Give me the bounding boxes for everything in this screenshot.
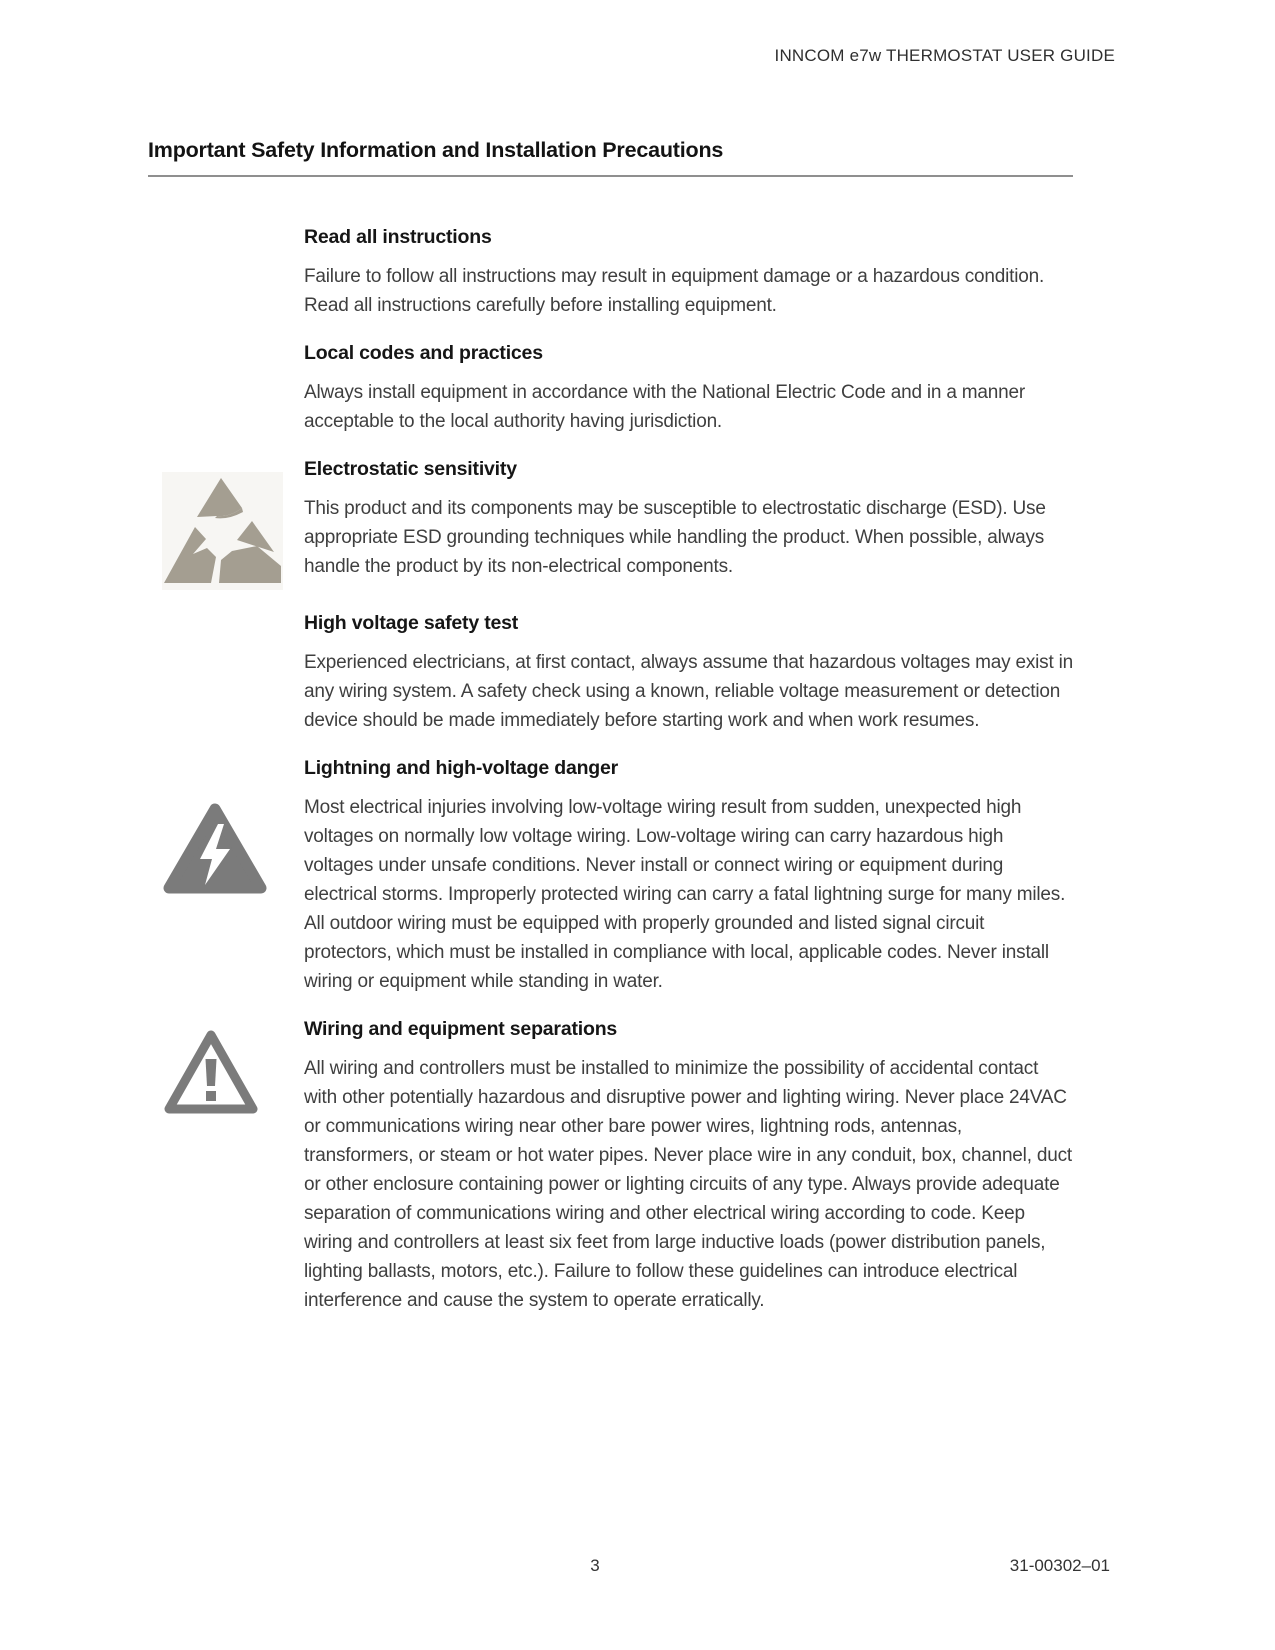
section-body: All wiring and controllers must be installed to minimize the possibility of accidental contact with other potentially hazardous and disruptive power and lighting wiring. Never place 24VAC or communications wiring near other bare power wires, lightning rods, antennas, transformers, or steam or hot water pipes. Never place wire in any conduit, box, channel, duct or other enclosure containing power or lighting circuits of any type. Always provide adequate separation of communications wiring and other electrical wiring according to code. Keep wiring and controllers at least six feet from large inductive loads (power distribution panels, lighting ballasts, motors, etc.). Failure to follow these guidelines can introduce electrical interference and cause the system to operate erratically. xyxy=(304,1058,1072,1311)
section-heading: Lightning and high-voltage danger xyxy=(304,757,619,779)
section-body: Most electrical injuries involving low-voltage wiring result from sudden, unexpected high voltages on normally low voltage wiring. Low-voltage wiring can carry hazardous high voltages under unsafe conditions. Never install or connect wiring or equipment during electrical storms. Improperly protected wiring can carry a fatal lightning surge for many miles. All outdoor wiring must be equipped with properly grounded and listed signal circuit protectors, which must be installed in compliance with local, applicable codes. Never install wiring or equipment while standing in water. xyxy=(304,797,1066,992)
lightning-bolt-triangle-icon xyxy=(162,801,268,895)
section-heading: Wiring and equipment separations xyxy=(304,1018,618,1040)
section-local-codes-and-practices xyxy=(148,342,1078,436)
icon-column xyxy=(148,226,304,320)
section-text xyxy=(304,226,1074,320)
section-heading: Local codes and practices xyxy=(304,342,543,364)
document-number: 31-00302–01 xyxy=(1009,1556,1110,1575)
section-text xyxy=(304,458,1074,590)
section-body: Experienced electricians, at first contact, always assume that hazardous voltages may exist in any wiring system. A safety check using a known, reliable voltage measurement or detection device should be made immediately before starting work and when work resumes. xyxy=(304,652,1074,731)
icon-column xyxy=(148,1018,304,1315)
section-high-voltage-safety-test xyxy=(148,612,1078,735)
section-heading: Read all instructions xyxy=(304,226,492,248)
section-body: Always install equipment in accordance with the National Electric Code and in a manner acceptable to the local authority having jurisdiction. xyxy=(304,382,1026,432)
page-title: Important Safety Information and Installation Precautions xyxy=(148,138,1073,177)
section-heading: High voltage safety test xyxy=(304,612,519,634)
icon-column xyxy=(148,612,304,735)
sections-container xyxy=(148,200,1078,1315)
section-body: Failure to follow all instructions may result in equipment damage or a hazardous condition. Read all instructions carefully before installing equipment. xyxy=(304,266,1045,316)
icon-column xyxy=(148,458,304,590)
icon-column xyxy=(148,757,304,996)
section-text xyxy=(304,342,1074,436)
section-text xyxy=(304,1018,1074,1315)
icon-column xyxy=(148,342,304,436)
exclamation-triangle-icon xyxy=(162,1026,260,1116)
section-wiring-and-equipment-separations xyxy=(148,1018,1078,1315)
section-body: This product and its components may be susceptible to electrostatic discharge (ESD). Use appropriate ESD grounding techniques while handling the product. When possible, always handle the product by its non-electrical components. xyxy=(304,498,1046,577)
esd-symbol-icon xyxy=(162,472,283,590)
section-heading: Electrostatic sensitivity xyxy=(304,458,517,480)
page-number: 3 xyxy=(590,1556,600,1575)
section-text xyxy=(304,757,1074,996)
section-electrostatic-sensitivity xyxy=(148,458,1078,590)
running-header: INNCOM e7w THERMOSTAT USER GUIDE xyxy=(774,46,1115,65)
section-read-all-instructions xyxy=(148,226,1078,320)
section-lightning-and-high-voltage-danger xyxy=(148,757,1078,996)
section-text xyxy=(304,612,1074,735)
